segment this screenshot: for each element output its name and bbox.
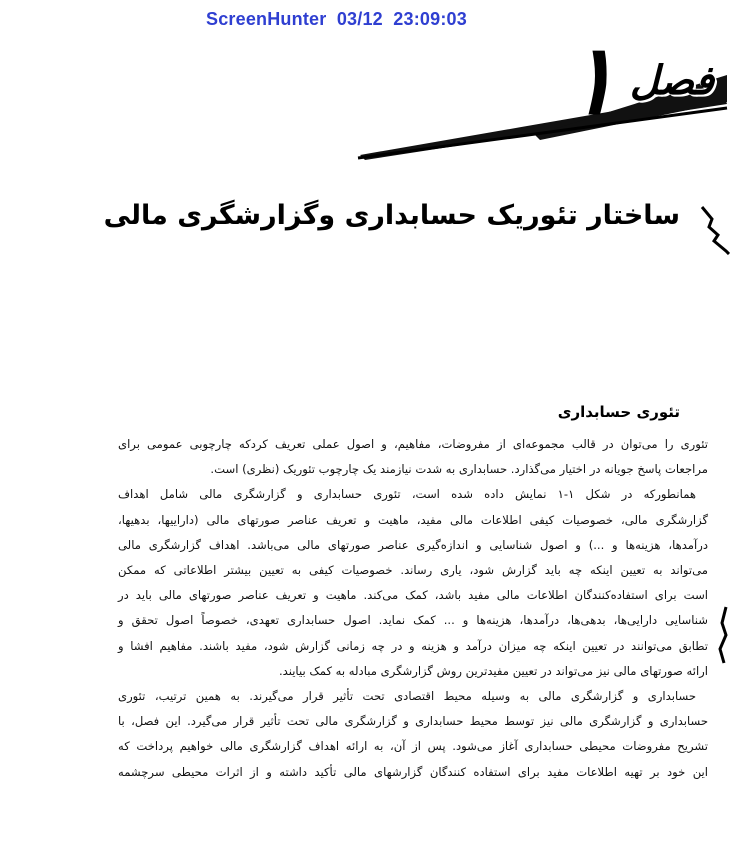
- body-text: [118, 432, 708, 785]
- text-line: تئوری را می‌توان در قالب مجموعه‌ای از مفروضات، مفاهیم، و اصول عملی تعریف کردکه چارچوبی عمومی برای: [118, 437, 708, 451]
- chapter-number: ۱: [566, 23, 618, 136]
- chapter-title: ساختار تئوریک حسابداری وگزارشگری مالی: [103, 200, 680, 231]
- screenhunter-watermark: ScreenHunter 03/12 23:09:03: [206, 9, 467, 29]
- section-heading: تئوری حسابداری: [557, 403, 680, 421]
- text-line: ارائه صورتهای مالی نیز می‌تواند در تعیین مفیدترین روش گزارشگری مبادله به کمک بیایند.: [278, 663, 708, 678]
- text-line: این خود بر تهیه اطلاعات مفید برای استفاده کنندگان گزارشهای مالی تأکید داشته و از اثرات محیطی سرچشمه: [118, 764, 708, 779]
- text-line: است برای استفاده‌کنندگان اطلاعات مالی مفید باشد، کمک می‌کند. ماهیت و تعریف عناصر صورتهای مالی باید در: [118, 588, 708, 603]
- chapter-label: فصل: [629, 58, 714, 104]
- text-line: شناسایی دارایی‌ها، بدهی‌ها، درآمدها، هزینه‌ها و ... کمک نماید. اصول حسابداری تعهدی، خصوصاً اصول تحقق و: [118, 613, 708, 628]
- text-line: درآمدها، هزینه‌ها و ...) و اصول شناسایی و اندازه‌گیری عناصر صورتهای مالی می‌باشد. اهداف گزارشگری مالی: [118, 537, 708, 552]
- text-line: گزارشگری مالی، خصوصیات کیفی اطلاعات مالی مفید، ماهیت و تعریف عناصر صورتهای مالی (داراییها، بدهیها،: [118, 512, 708, 527]
- text-line: همانطورکه در شکل ۱-۱ نمایش داده شده است، تئوری حسابداری و گزارشگری مالی شامل اهداف: [118, 487, 697, 502]
- page-edge-mark-lower: [712, 605, 730, 665]
- text-line: تطابق می‌توانند در تعیین اینکه چه میزان درآمد و هزینه و در چه زمانی گزارش شود، مفید باشند. مفاهیم افشا و: [118, 638, 708, 653]
- text-line: حسابداری و گزارشگری مالی به وسیله محیط اقتصادی تحت تأثیر قرار می‌گیرند. به همین ترتیب، تئوری: [118, 689, 696, 704]
- text-line: می‌تواند به تعیین اینکه چه باید گزارش شود، یاری رساند. خصوصیات کیفی به تعیین بیشتر اطلاعاتی که ممکن: [118, 563, 708, 578]
- text-line: مراجعات پاسخ جویانه در اختیار می‌گذارد. حسابداری به شدت نیازمند یک چارچوب تئوریک (نظری) است.: [210, 462, 708, 477]
- text-line: تشریح مفروضات محیطی حسابداری آغاز می‌شود. پس از آن، به ارائه اهداف گزارشگری مالی خواهیم پرداخت که: [118, 739, 708, 754]
- page-edge-mark: [700, 205, 730, 255]
- text-line: حسابداری و گزارشگری مالی نیز توسط محیط حسابداری و گزارشگری مالی تحت تأثیر قرار می‌گیرد. این فصل، با: [118, 714, 708, 729]
